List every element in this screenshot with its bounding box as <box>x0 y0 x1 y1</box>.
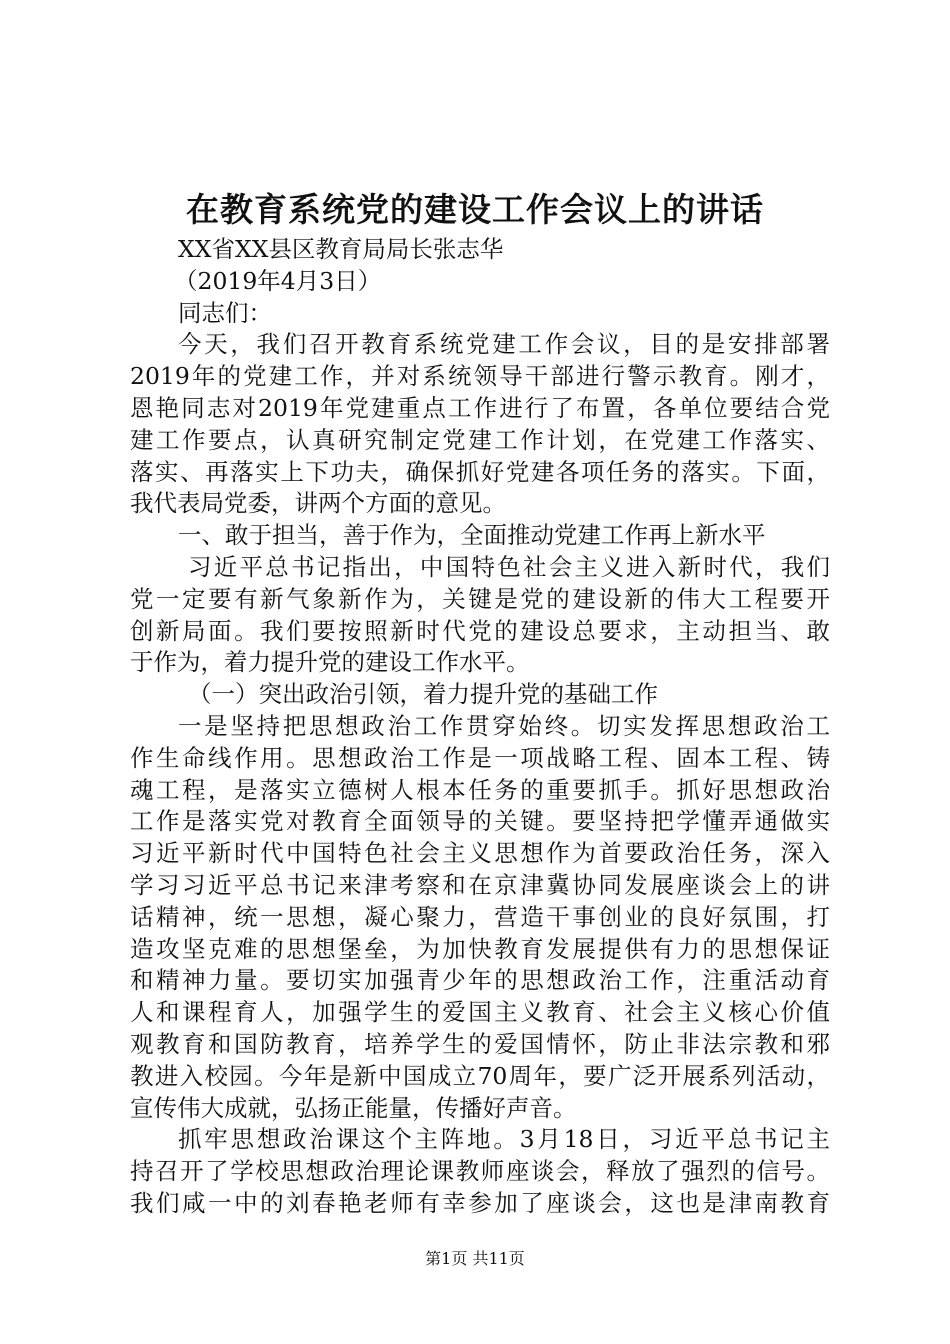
text-line: 2019年的党建工作，并对系统领导干部进行警示教育。刚才， <box>130 362 830 391</box>
text-line: 创新局面。我们要按照新时代党的建设总要求，主动担当、敢 <box>130 616 830 645</box>
text-line: 工作是落实党对教育全面领导的关键。要坚持把学懂弄通做实 <box>130 807 830 836</box>
text-line: 造攻坚克难的思想堡垒，为加快教育发展提供有力的思想保证 <box>130 934 830 963</box>
text-line: 今天，我们召开教育系统党建工作会议，目的是安排部署 <box>178 330 830 359</box>
text-line: 抓牢思想政治课这个主阵地。3月18日，习近平总书记主 <box>178 1125 830 1154</box>
text-line: （2019年4月3日） <box>174 266 382 295</box>
text-line: 恩艳同志对2019年党建重点工作进行了布置，各单位要结合党 <box>130 393 830 422</box>
text-line: XX省XX县区教育局局长张志华 <box>178 235 504 263</box>
text-line: （一）突出政治引领，着力提升党的基础工作 <box>188 680 658 709</box>
text-line: 作生命线作用。思想政治工作是一项战略工程、固本工程、铸 <box>130 743 830 772</box>
text-line: 教进入校园。今年是新中国成立70周年，要广泛开展系列活动， <box>130 1061 830 1090</box>
text-line: 于作为，着力提升党的建设工作水平。 <box>130 648 530 677</box>
text-line: 一、敢于担当，善于作为，全面推动党建工作再上新水平 <box>178 521 766 550</box>
text-line: 魂工程，是落实立德树人根本任务的重要抓手。抓好思想政治 <box>130 775 830 804</box>
text-line: 建工作要点，认真研究制定党建工作计划，在党建工作落实、 <box>130 425 830 454</box>
text-line: 人和课程育人，加强学生的爱国主义教育、社会主义核心价值 <box>130 998 830 1027</box>
text-line: 持召开了学校思想政治理论课教师座谈会，释放了强烈的信号。 <box>130 1157 830 1186</box>
text-line: 落实、再落实上下功夫，确保抓好党建各项任务的落实。下面， <box>130 457 830 486</box>
text-line: 我代表局党委，讲两个方面的意见。 <box>130 489 506 518</box>
text-line: 话精神，统一思想，凝心聚力，营造干事创业的良好氛围，打 <box>130 902 830 931</box>
text-line: 一是坚持把思想政治工作贯穿始终。切实发挥思想政治工 <box>178 711 830 740</box>
text-line: 习近平新时代中国特色社会主义思想作为首要政治任务，深入 <box>130 839 830 868</box>
text-line: 和精神力量。要切实加强青少年的思想政治工作，注重活动育 <box>130 966 830 995</box>
text-line: 同志们： <box>178 298 272 327</box>
document-title: 在教育系统党的建设工作会议上的讲话 <box>186 190 764 229</box>
text-line: 党一定要有新气象新作为，关键是党的建设新的伟大工程要开 <box>130 584 830 613</box>
text-line: 我们咸一中的刘春艳老师有幸参加了座谈会，这也是津南教育 <box>130 1188 830 1217</box>
text-line: 宣传伟大成就，弘扬正能量，传播好声音。 <box>130 1093 577 1122</box>
document-body <box>130 234 830 1220</box>
text-line: 观教育和国防教育，培养学生的爱国情怀，防止非法宗教和邪 <box>130 1029 830 1058</box>
page-footer: 第1页 共11页 <box>425 1249 525 1268</box>
text-line: 学习习近平总书记来津考察和在京津冀协同发展座谈会上的讲 <box>130 870 830 899</box>
text-line: 习近平总书记指出，中国特色社会主义进入新时代，我们 <box>188 552 830 581</box>
